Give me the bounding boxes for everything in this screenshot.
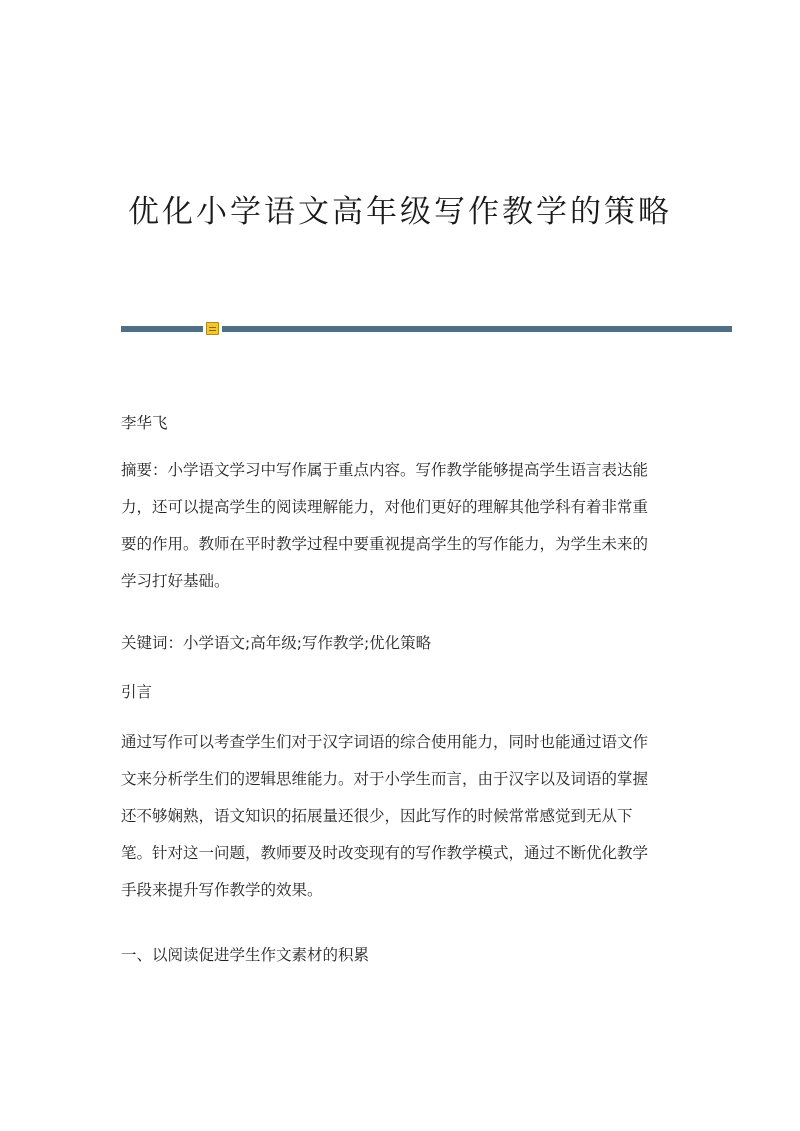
keywords-line: 关键词：小学语文;高年级;写作教学;优化策略 [121,634,432,652]
divider-ornament-icon [206,322,219,335]
title-divider [121,322,732,336]
author-name: 李华飞 [121,414,168,432]
divider-bar-right [222,326,732,332]
intro-line: 通过写作可以考查学生们对于汉字词语的综合使用能力，同时也能通过语文作 [121,733,649,751]
intro-paragraph [121,729,681,914]
intro-line: 手段来提升写作教学的效果。 [121,881,323,899]
intro-heading: 引言 [121,683,153,701]
abstract-line: 摘要：小学语文学习中写作属于重点内容。写作教学能够提高学生语言表达能 [121,461,649,479]
divider-bar-left [121,326,203,332]
abstract-paragraph [121,457,681,605]
document-title: 优化小学语文高年级写作教学的策略 [128,194,672,230]
intro-line: 还不够娴熟，语文知识的拓展量还很少，因此写作的时候常常感觉到无从下 [121,807,633,825]
intro-line: 文来分析学生们的逻辑思维能力。对于小学生而言，由于汉字以及词语的掌握 [121,770,649,788]
abstract-line: 学习打好基础。 [121,572,230,590]
abstract-line: 要的作用。教师在平时教学过程中要重视提高学生的写作能力，为学生未来的 [121,535,649,553]
section-heading: 一、以阅读促进学生作文素材的积累 [121,946,370,964]
intro-line: 笔。针对这一问题，教师要及时改变现有的写作教学模式，通过不断优化教学 [121,844,649,862]
abstract-line: 力，还可以提高学生的阅读理解能力，对他们更好的理解其他学科有着非常重 [121,498,649,516]
